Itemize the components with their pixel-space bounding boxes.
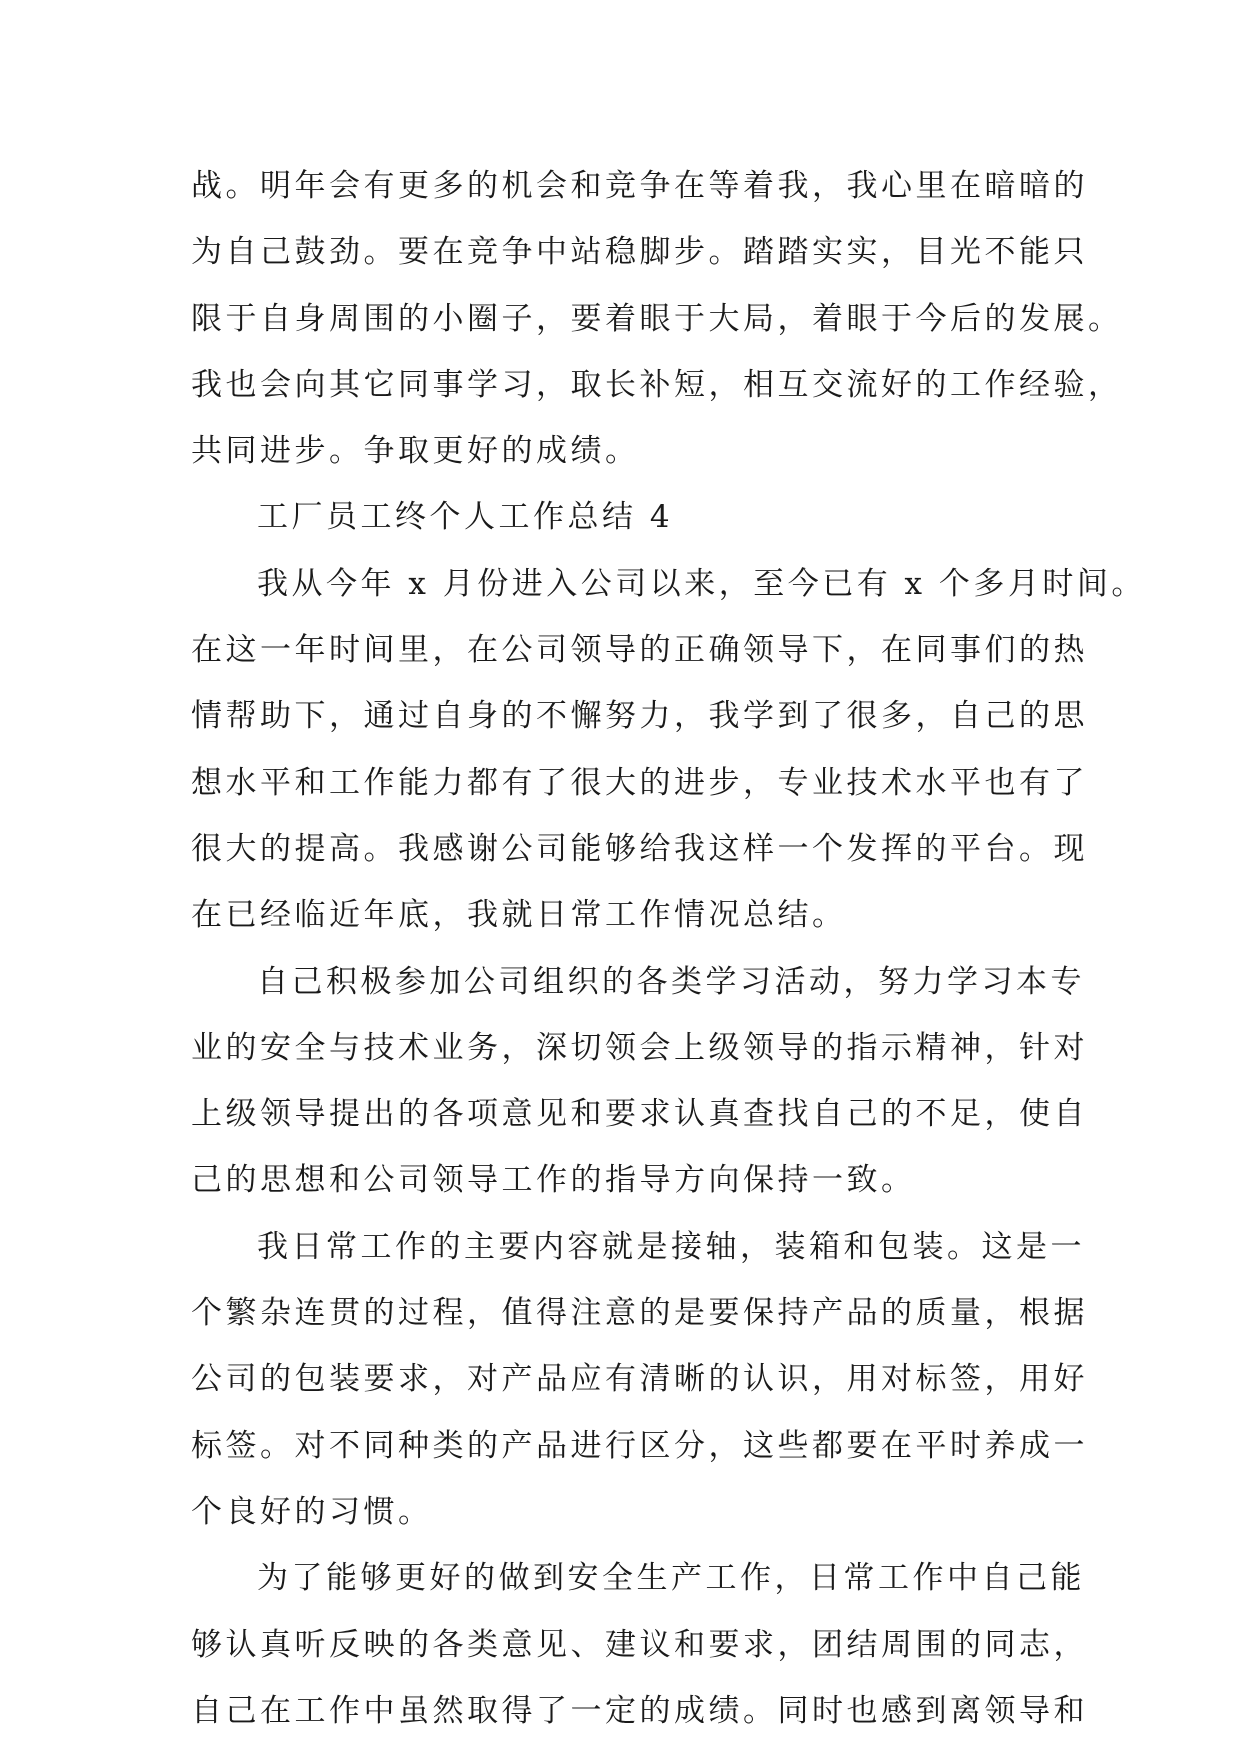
text-line: 我从今年 x 月份进入公司以来，至今已有 x 个多月时间。 [257, 565, 1146, 602]
text-line: 够认真听反映的各类意见、建议和要求，团结周围的同志， [191, 1626, 1088, 1663]
document-body [191, 153, 1146, 1744]
text-line: 在已经临近年底，我就日常工作情况总结。 [191, 897, 847, 934]
text-line: 上级领导提出的各项意见和要求认真查找自己的不足，使自 [191, 1096, 1088, 1133]
text-line: 想水平和工作能力都有了很大的进步，专业技术水平也有了 [191, 764, 1088, 801]
text-line: 自己积极参加公司组织的各类学习活动，努力学习本专 [257, 963, 1085, 1000]
text-line: 业的安全与技术业务，深切领会上级领导的指示精神，针对 [191, 1029, 1088, 1066]
text-line: 为自己鼓劲。要在竞争中站稳脚步。踏踏实实，目光不能只 [191, 234, 1088, 271]
text-line: 我也会向其它同事学习，取长补短，相互交流好的工作经验， [191, 366, 1123, 403]
text-line: 工厂员工终个人工作总结 4 [257, 499, 674, 536]
text-line: 我日常工作的主要内容就是接轴，装箱和包装。这是一 [257, 1228, 1085, 1265]
text-line: 在这一年时间里，在公司领导的正确领导下，在同事们的热 [191, 632, 1088, 669]
text-line: 限于自身周围的小圈子，要着眼于大局，着眼于今后的发展。 [191, 300, 1123, 337]
text-line: 情帮助下，通过自身的不懈努力，我学到了很多，自己的思 [191, 698, 1088, 735]
text-line: 很大的提高。我感谢公司能够给我这样一个发挥的平台。现 [191, 830, 1088, 867]
text-line: 自己在工作中虽然取得了一定的成绩。同时也感到离领导和 [191, 1692, 1088, 1729]
text-line: 己的思想和公司领导工作的指导方向保持一致。 [191, 1162, 916, 1199]
text-line: 标签。对不同种类的产品进行区分，这些都要在平时养成一 [191, 1427, 1088, 1464]
text-line: 为了能够更好的做到安全生产工作，日常工作中自己能 [257, 1560, 1085, 1597]
text-line: 共同进步。争取更好的成绩。 [191, 433, 640, 470]
text-line: 战。明年会有更多的机会和竞争在等着我，我心里在暗暗的 [191, 168, 1088, 204]
text-line: 个良好的习惯。 [191, 1493, 433, 1530]
text-line: 个繁杂连贯的过程，值得注意的是要保持产品的质量，根据 [191, 1295, 1088, 1332]
text-line: 公司的包装要求，对产品应有清晰的认识，用对标签，用好 [191, 1361, 1088, 1398]
